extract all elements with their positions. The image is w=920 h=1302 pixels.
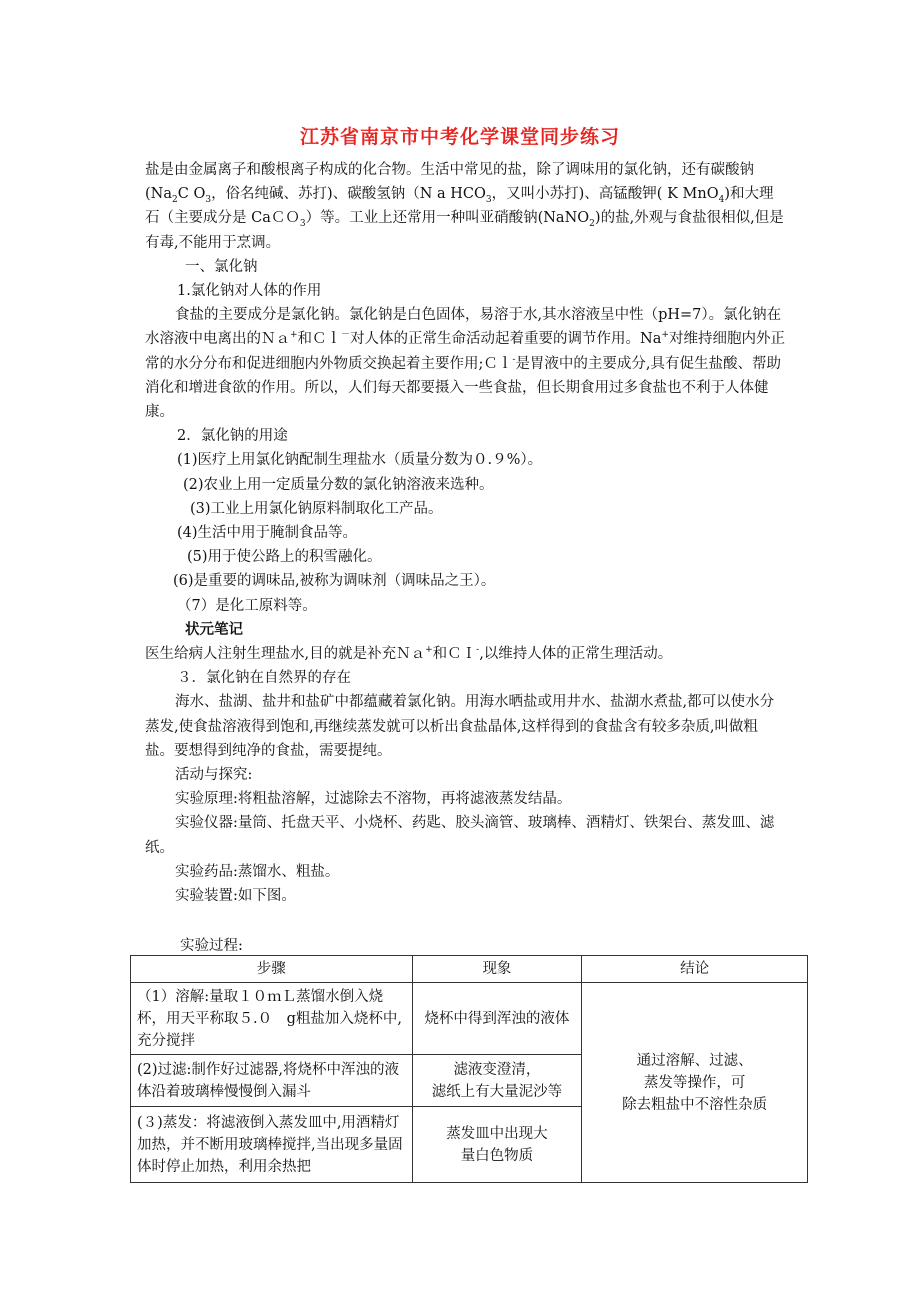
- use-item: (5)用于使公路上的积雪融化。: [187, 549, 382, 566]
- experiment-apparatus: 实验装置:如下图。: [175, 888, 296, 905]
- table-header: 现象: [412, 956, 582, 983]
- note-text: 医生给病人注射生理盐水,目的就是补充Ｎａ+和ＣＩ-,以维持人体的正常生理活动。: [145, 645, 673, 663]
- table-cell-phenomenon: 滤液变澄清， 滤纸上有大量泥沙等: [412, 1055, 582, 1107]
- table-header: 结论: [582, 956, 808, 983]
- experiment-principle: 实验原理:将粗盐溶解，过滤除去不溶物，再将滤液蒸发结晶。: [175, 791, 572, 808]
- experiment-table: [130, 955, 808, 1183]
- use-item: (6)是重要的调味品,被称为调味剂（调味品之王）。: [173, 573, 496, 590]
- activity-heading: 活动与探究:: [175, 767, 253, 784]
- table-cell-phenomenon: 烧杯中得到浑浊的液体: [412, 983, 582, 1055]
- intro-paragraph: 盐是由金属离子和酸根离子构成的化合物。生活中常见的盐，除了调味用的氯化钠，还有碳酸钠($Na_2C$ $O_3$，俗名纯碱、苏打)、碳酸氢钠（N a $HCO_3$，又叫小苏打)、高锰酸钾( K MnO$_4$)和大理石（主要成分是 CaＣＯ$_3$）等。工业上还常用一种叫亚硝酸钠(NaNO$_2$)的盐,外观与食盐很相似,但是有毒,不能用于烹调。: [145, 162, 784, 251]
- table-row: [131, 983, 808, 1055]
- table-cell-step: (３)蒸发：将滤液倒入蒸发皿中,用酒精灯加热，并不断用玻璃棒搅拌,当出现多量固体时停止加热，利用余热把: [131, 1107, 413, 1183]
- table-cell-step: （1）溶解:量取１０ｍＬ蒸馏水倒入烧杯，用天平称取５.０ g粗盐加入烧杯中,充分搅拌: [131, 983, 413, 1055]
- document-title: 江苏省南京市中考化学课堂同步练习: [299, 126, 620, 148]
- use-item: (1)医疗上用氯化钠配制生理盐水（质量分数为０.９%）。: [177, 452, 543, 469]
- section-heading: 一、氯化钠: [185, 258, 258, 275]
- document-body: [145, 158, 785, 908]
- paragraph-natural-existence: 海水、盐湖、盐井和盐矿中都蕴藏着氯化钠。用海水晒盐或用井水、盐湖水煮盐,都可以使水分蒸发,使食盐溶液得到饱和,再继续蒸发就可以析出食盐晶体,这样得到的食盐含有较多杂质,叫做粗盐。要想得到纯净的食盐，需要提纯。: [145, 694, 775, 759]
- table-cell-phenomenon: 蒸发皿中出现大 量白色物质: [412, 1107, 582, 1183]
- subsection-heading-1: 1.氯化钠对人体的作用: [177, 283, 322, 300]
- table-header: 步骤: [131, 956, 413, 983]
- table-cell-conclusion: 通过溶解、过滤、 蒸发等操作，可 除去粗盐中不溶性杂质: [582, 983, 808, 1183]
- table-cell-step: (2)过滤:制作好过滤器,将烧杯中浑浊的液体沿着玻璃棒慢慢倒入漏斗: [131, 1055, 413, 1107]
- subsection-heading-3: ３．氯化钠在自然界的存在: [177, 670, 351, 687]
- experiment-instruments: 实验仪器:量筒、托盘天平、小烧杯、药匙、胶头滴管、玻璃棒、酒精灯、铁架台、蒸发皿、滤纸。: [145, 815, 775, 856]
- use-item: （7）是化工原料等。: [177, 597, 317, 614]
- use-item: (3)工业上用氯化钠原料制取化工产品。: [190, 500, 443, 517]
- use-item: (2)农业上用一定质量分数的氯化钠溶液来选种。: [183, 476, 494, 493]
- process-label: 实验过程:: [180, 938, 243, 954]
- use-item: (4)生活中用于腌制食品等。: [177, 525, 358, 542]
- experiment-reagents: 实验药品:蒸馏水、粗盐。: [175, 863, 340, 880]
- table-header-row: [131, 956, 808, 983]
- note-heading: 状元笔记: [185, 620, 243, 638]
- paragraph-sodium-chloride-effects: 食盐的主要成分是氯化钠。氯化钠是白色固体，易溶于水,其水溶液呈中性（pH=7）。氯化钠在水溶液中电离出的Ｎａ+和Ｃｌ－对人体的正常生命活动起着重要的调节作用。Na+对维持细胞内外正常的水分分布和促进细胞内外物质交换起着主要作用;Ｃｌ-是胃液中的主要成分,具有促生盐酸、帮助消化和增进食欲的作用。所以，人们每天都要摄入一些食盐，但长期食用过多食盐也不利于人体健康。: [145, 307, 785, 421]
- subsection-heading-2: 2．氯化钠的用途: [177, 428, 288, 445]
